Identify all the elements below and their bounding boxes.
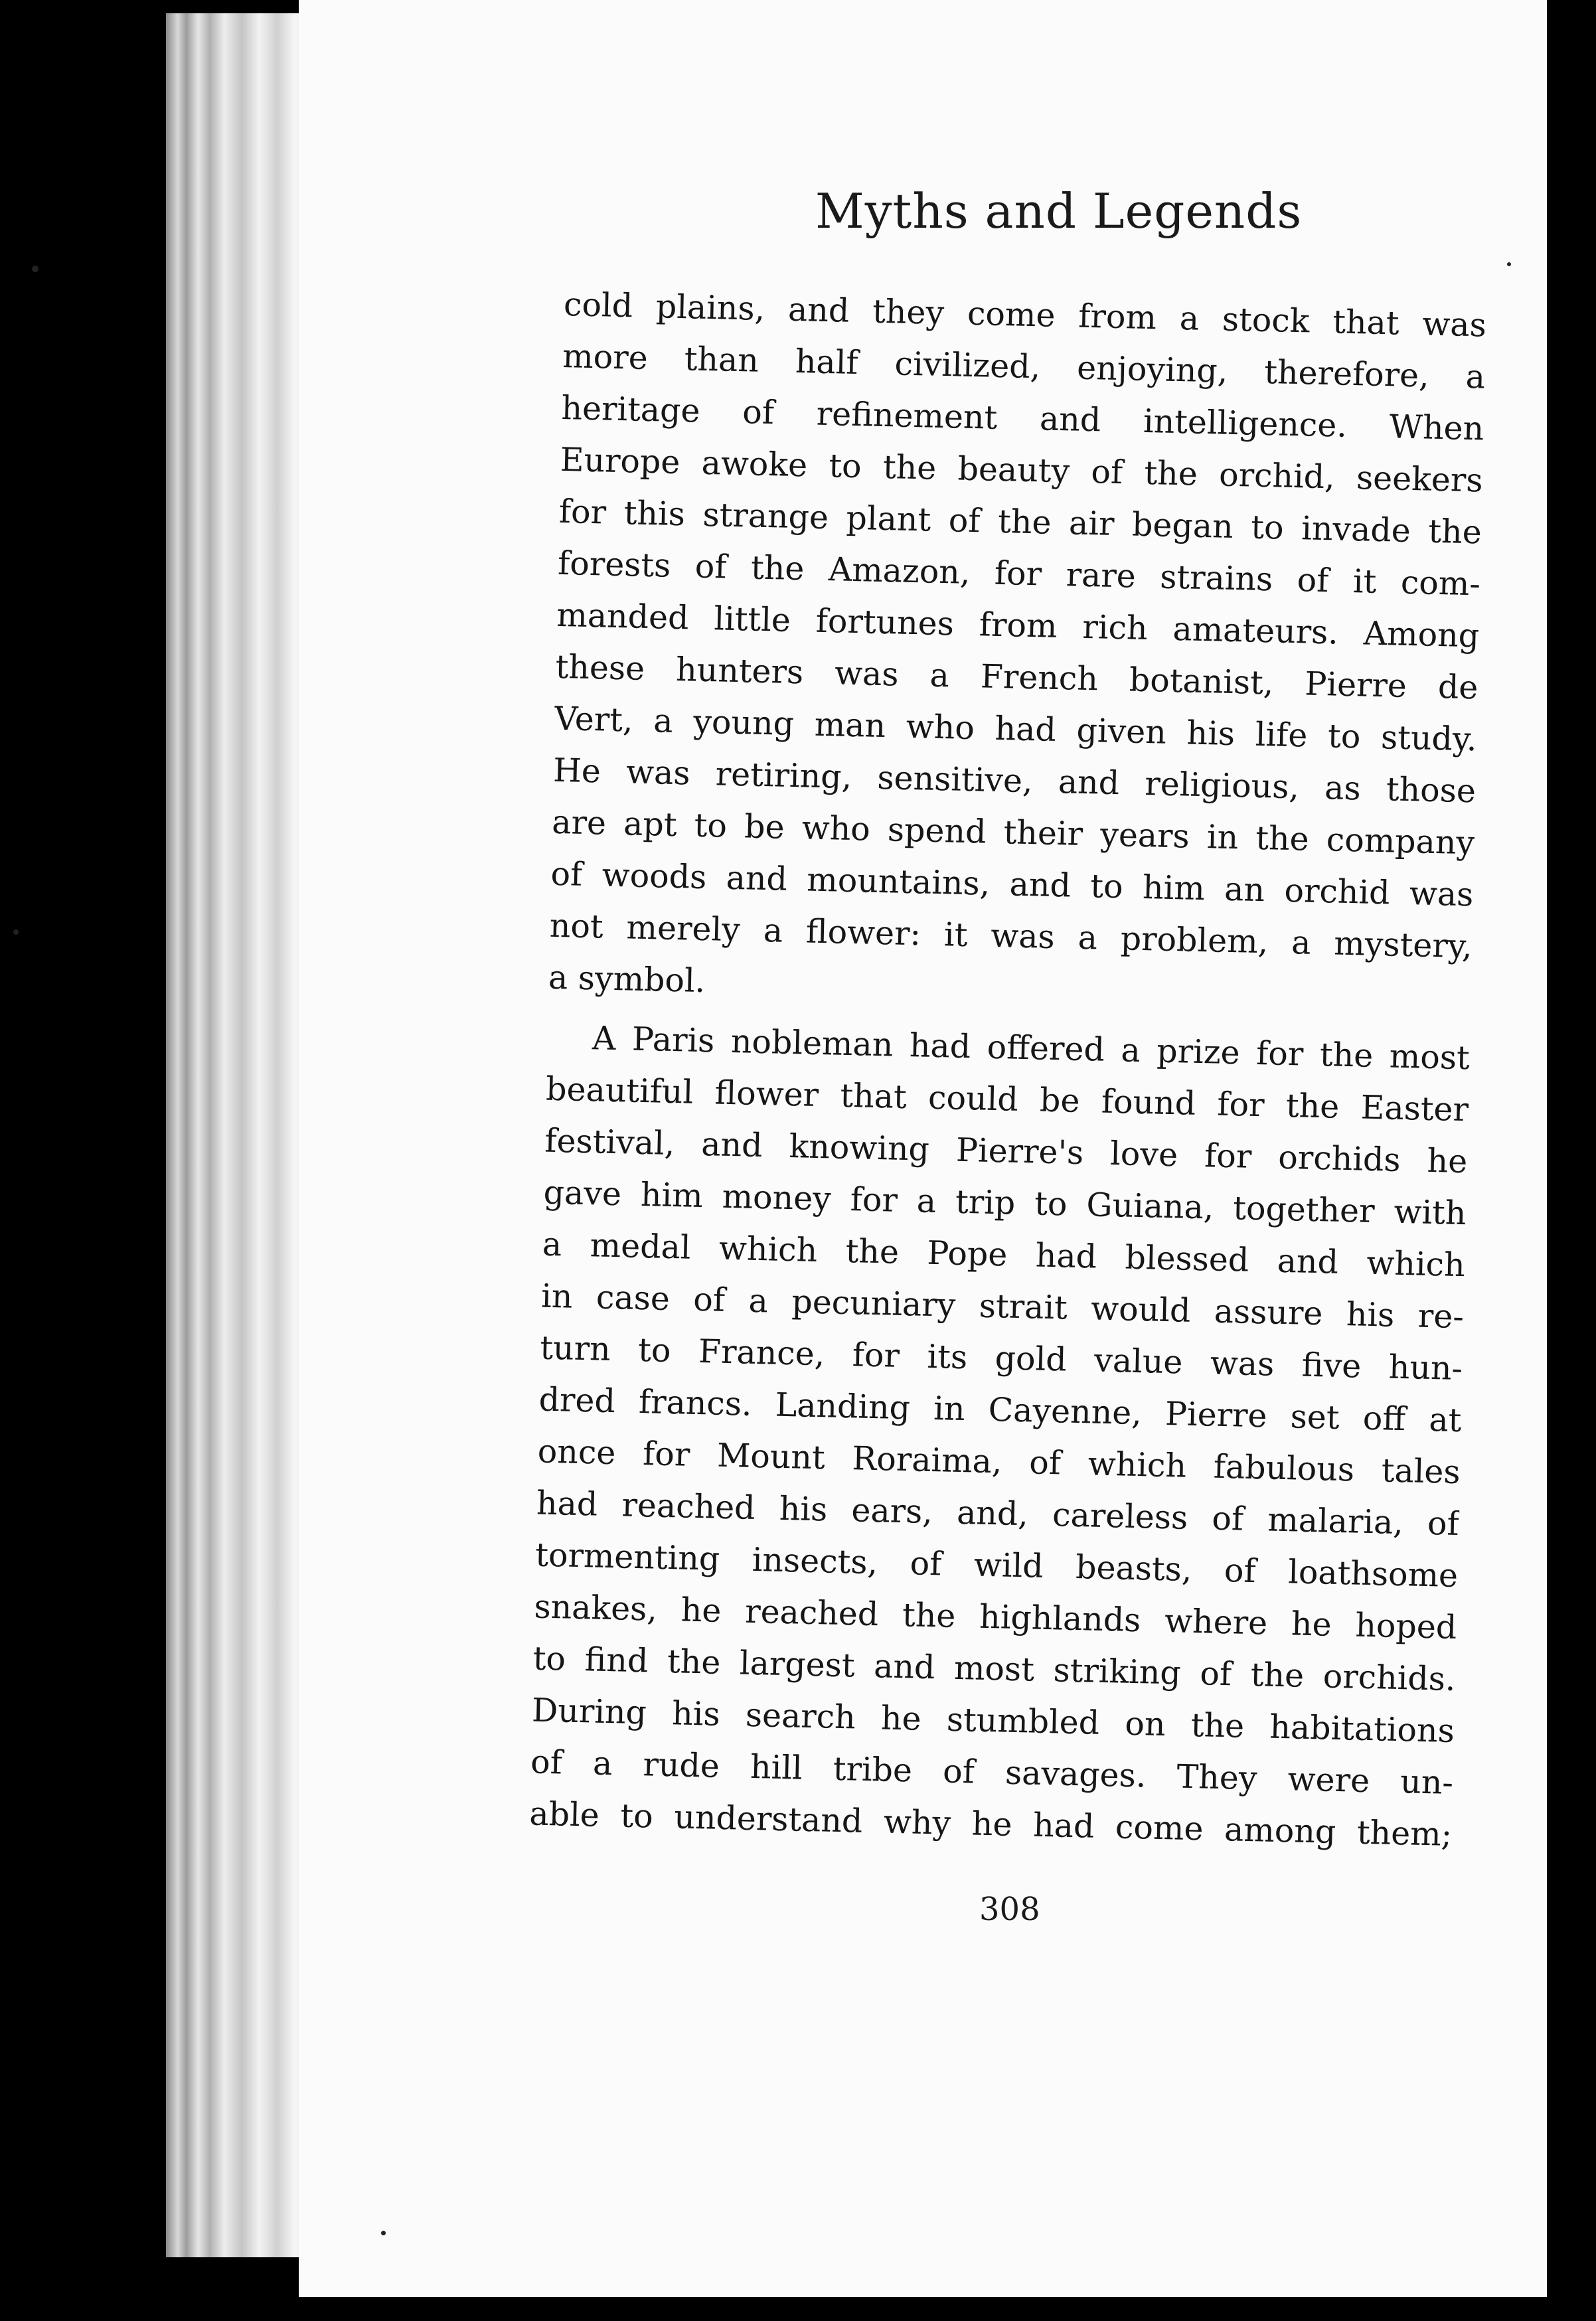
text-line: in case of a pecuniary strait would assure his re- [540,1277,1465,1336]
text-line: gave him money for a trip to Guiana, together with [543,1173,1467,1233]
dust-speck [1507,262,1511,266]
text-line: heritage of refinement and intelligence. When [560,388,1484,448]
paragraph-2 [529,1012,1471,1861]
text-line: more than half civilized, enjoying, therefore, a [562,337,1486,396]
text-line: cold plains, and they come from a stock that was [563,285,1487,345]
text-line: to find the largest and most striking of the orchids. [532,1639,1457,1698]
body-text [528,279,1486,1869]
text-line: a medal which the Pope had blessed and which [542,1225,1466,1285]
running-head: Myths and Legends [815,183,1303,239]
right-scan-border [1547,0,1596,2321]
text-line: A Paris nobleman had offered a prize for the most [592,1019,1471,1078]
text-line: of woods and mountains, and to him an orchid was [550,854,1474,914]
text-line: tormenting insects, of wild beasts, of loathsome [534,1536,1459,1595]
text-line: dred francs. Landing in Cayenne, Pierre set off at [538,1380,1462,1440]
text-line: are apt to be who spend their years in the company [551,803,1475,862]
dust-speck [13,929,19,935]
text-line: Europe awoke to the beauty of the orchid, seekers [560,440,1484,500]
text-line: Vert, a young man who had given his life to study. [554,699,1478,759]
text-line: beautiful flower that could be found for the Easter [545,1070,1469,1129]
text-line: turn to France, for its gold value was five hun- [539,1328,1463,1388]
text-line: a symbol. [548,958,706,1000]
text-line: forests of the Amazon, for rare strains of it com- [557,544,1481,603]
paragraph-1 [548,279,1486,1024]
text-line: had reached his ears, and, careless of malaria, of [536,1484,1460,1544]
text-line: these hunters was a French botanist, Pierre de [555,647,1479,707]
text-line: festival, and knowing Pierre's love for orchids he [544,1121,1468,1181]
text-line: of a rude hill tribe of savages. They were un- [530,1743,1454,1802]
text-line: snakes, he reached the highlands where he hoped [533,1587,1457,1647]
page-number: 308 [979,1891,1040,1928]
text-line: not merely a flower: it was a problem, a mystery, [549,906,1473,966]
dust-speck [381,2231,386,2235]
text-line: manded little fortunes from rich amateurs. Among [556,596,1480,655]
text-line: once for Mount Roraima, of which fabulous tales [537,1432,1461,1492]
text-line: for this strange plant of the air began to invade the [558,492,1482,552]
dust-speck [32,266,39,272]
text-line: During his search he stumbled on the habitations [531,1691,1455,1750]
text-line: able to understand why he had come among them; [528,1795,1453,1854]
page-edge-stack [166,13,312,2257]
text-line: He was retiring, sensitive, and religious, as those [552,751,1476,811]
